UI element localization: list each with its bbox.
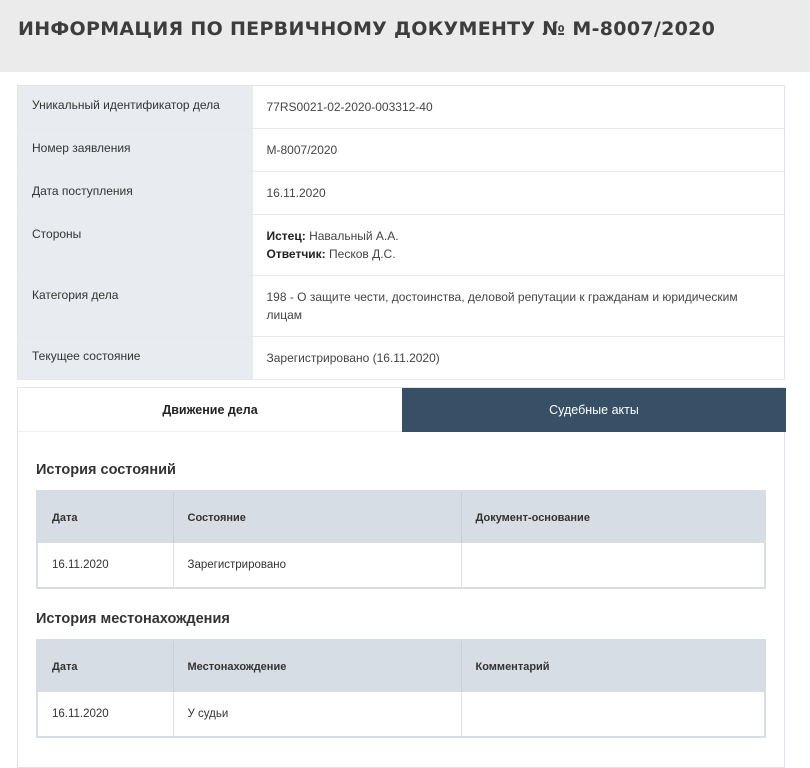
cell-state: Зарегистрировано [173, 543, 461, 588]
status-history-table [36, 490, 766, 589]
date-label: Дата поступления [18, 172, 253, 215]
defendant-label: Ответчик: [266, 247, 326, 261]
cell-basis-document [461, 543, 765, 588]
location-history-title: История местонахождения [36, 611, 230, 627]
info-row-number [18, 129, 785, 172]
table-row [37, 543, 765, 588]
page-title: ИНФОРМАЦИЯ ПО ПЕРВИЧНОМУ ДОКУМЕНТУ № М-8007/2020 [18, 18, 716, 40]
plaintiff-line [267, 227, 771, 245]
defendant-name: Песков Д.С. [329, 247, 396, 261]
uid-value: 77RS0021-02-2020-003312-40 [253, 86, 785, 129]
case-tabs-panel [17, 387, 785, 768]
column-header-basis-document: Документ-основание [461, 491, 765, 543]
status-label: Текущее состояние [18, 337, 253, 380]
category-label: Категория дела [18, 276, 253, 337]
info-row-date [18, 172, 785, 215]
cell-location: У судьи [173, 692, 461, 737]
date-value: 16.11.2020 [253, 172, 785, 215]
info-row-category [18, 276, 785, 337]
column-header-location: Местонахождение [173, 640, 461, 692]
table-row [37, 692, 765, 737]
table-header-row [37, 640, 765, 692]
status-value: Зарегистрировано (16.11.2020) [253, 337, 785, 380]
parties-label: Стороны [18, 215, 253, 276]
page-header [0, 0, 810, 72]
table-header-row [37, 491, 765, 543]
column-header-comment: Комментарий [461, 640, 765, 692]
cell-comment [461, 692, 765, 737]
number-value: М-8007/2020 [253, 129, 785, 172]
defendant-line [267, 245, 771, 263]
parties-value [253, 215, 785, 276]
column-header-date: Дата [37, 640, 173, 692]
case-info-table [17, 85, 785, 380]
plaintiff-name: Навальный А.А. [309, 229, 399, 243]
category-value: 198 - О защите чести, достоинства, деловой репутации к гражданам и юридическим лицам [253, 276, 785, 337]
info-row-parties [18, 215, 785, 276]
cell-date: 16.11.2020 [37, 543, 173, 588]
info-row-status [18, 337, 785, 380]
column-header-date: Дата [37, 491, 173, 543]
plaintiff-label: Истец: [266, 229, 306, 243]
location-history-table [36, 639, 766, 738]
tab-court-acts[interactable]: Судебные акты [402, 388, 786, 432]
uid-label: Уникальный идентификатор дела [18, 86, 253, 129]
column-header-state: Состояние [173, 491, 461, 543]
number-label: Номер заявления [18, 129, 253, 172]
status-history-title: История состояний [36, 462, 176, 478]
info-row-uid [18, 86, 785, 129]
tab-case-movement[interactable]: Движение дела [18, 388, 402, 432]
cell-date: 16.11.2020 [37, 692, 173, 737]
